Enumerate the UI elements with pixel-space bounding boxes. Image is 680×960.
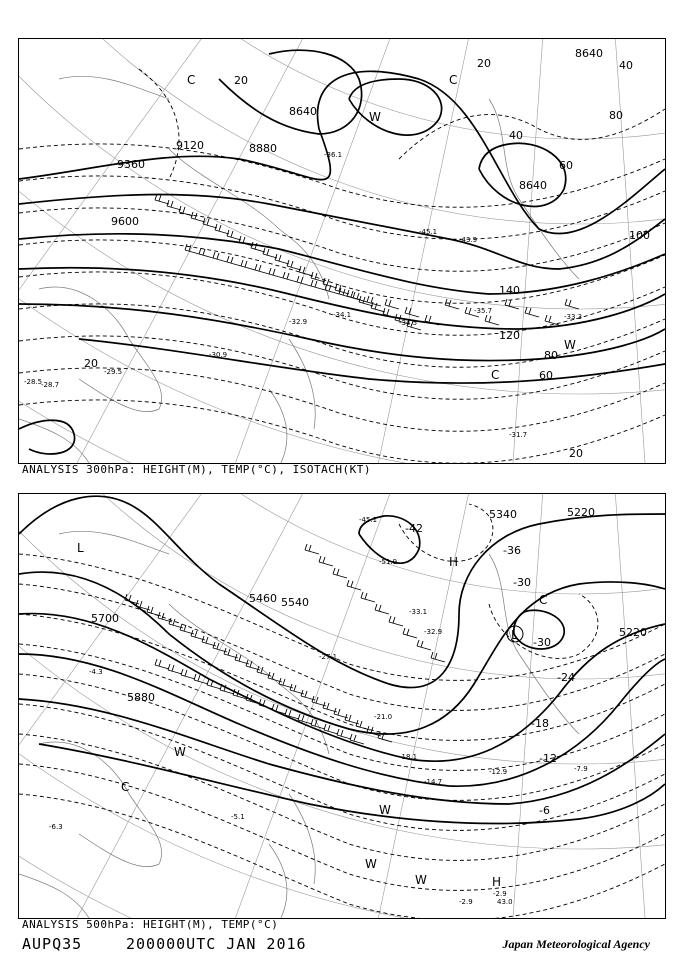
caption-300hpa: ANALYSIS 300hPa: HEIGHT(M), TEMP(°C), ISOTACH(KT) xyxy=(22,463,372,476)
height-contour xyxy=(19,614,665,762)
height-contours xyxy=(19,50,665,454)
wind-barb xyxy=(275,254,289,264)
temperature-label: -28.7 xyxy=(41,381,60,389)
temperature-label: -4.3 xyxy=(89,668,103,676)
meridian-line xyxy=(614,494,665,918)
latitude-line xyxy=(19,494,665,764)
isotherm-label: -30 xyxy=(513,576,531,589)
wind-barb xyxy=(361,592,375,602)
height-label: 5460 xyxy=(249,592,277,605)
graticule xyxy=(19,494,665,918)
isotherm-label: -30 xyxy=(533,636,551,649)
wind-barb xyxy=(389,616,403,626)
coastline-segment xyxy=(19,874,89,918)
wind-barb xyxy=(251,242,265,252)
wind-barb xyxy=(155,659,169,669)
coastline-segment xyxy=(19,419,89,463)
graticule xyxy=(19,39,665,463)
wind-barbs xyxy=(155,194,579,330)
wind-barb xyxy=(269,268,283,278)
isotach-label: 40 xyxy=(509,129,523,142)
latitude-line xyxy=(19,39,665,463)
temperature-label: -30.9 xyxy=(209,351,228,359)
meridian-line xyxy=(19,494,344,918)
wind-barb xyxy=(359,296,373,306)
height-contour xyxy=(19,234,665,294)
coastline-segment xyxy=(59,531,169,554)
temperature-label: -29.5 xyxy=(104,368,123,376)
temperature-label: -35.7 xyxy=(474,307,493,315)
wind-barb xyxy=(505,299,519,309)
temperature-label: -51.9 xyxy=(379,558,398,566)
pressure-center-w: W xyxy=(415,873,427,887)
wind-barb xyxy=(565,299,579,309)
wind-barb xyxy=(167,200,181,210)
isotach-label: 20 xyxy=(569,447,583,460)
wind-barb xyxy=(241,260,255,270)
latitude-line xyxy=(19,39,665,463)
latitude-line xyxy=(19,39,665,463)
pressure-center-l: L xyxy=(77,541,84,555)
map-panel-500hpa xyxy=(18,493,666,919)
temperature-label: -21.0 xyxy=(374,713,393,721)
temperature-label: -28.5 xyxy=(24,378,43,386)
isotherm-label: -42 xyxy=(405,522,423,535)
latitude-line xyxy=(19,39,665,139)
isotherm-label: -24 xyxy=(557,671,575,684)
isotach-label: 60 xyxy=(539,369,553,382)
coastline-segment xyxy=(289,339,315,429)
wind-barb xyxy=(179,206,193,216)
pressure-center-w: W xyxy=(379,803,391,817)
meridian-line xyxy=(614,39,665,463)
coastline-segment xyxy=(169,604,329,754)
height-label: 8640 xyxy=(289,105,317,118)
meridian-line xyxy=(19,494,285,918)
meridian-line xyxy=(134,39,408,463)
wind-barb xyxy=(263,248,277,258)
height-label: 5340 xyxy=(489,508,517,521)
isotach-label: 140 xyxy=(499,284,520,297)
meridian-line xyxy=(309,39,478,463)
wind-barb xyxy=(255,264,269,274)
pressure-center-c: C xyxy=(121,780,130,794)
temperature-label: -2.9 xyxy=(493,890,507,898)
valid-time: 200000UTC JAN 2016 xyxy=(126,935,307,953)
latitude-line xyxy=(19,494,665,918)
contour-labels xyxy=(49,506,647,906)
isotherm-label: -36 xyxy=(503,544,521,557)
coastline xyxy=(19,531,579,918)
pressure-center-w: W xyxy=(369,110,381,124)
height-contour xyxy=(19,195,665,269)
wind-barb xyxy=(417,640,431,650)
isotach-label: 20 xyxy=(234,74,248,87)
isotach-label: 20 xyxy=(84,357,98,370)
wind-barb xyxy=(485,315,499,325)
height-contour xyxy=(219,50,362,134)
wind-barb xyxy=(405,307,419,317)
pressure-center-w: W xyxy=(174,745,186,759)
temperature-label: -34.1 xyxy=(333,311,352,319)
wind-barb xyxy=(333,568,347,578)
chart-code: AUPQ35 xyxy=(22,935,83,953)
isotach-label: 120 xyxy=(499,329,520,342)
wind-barb xyxy=(305,544,319,554)
isotach-label: 40 xyxy=(619,59,633,72)
agency-name: Japan Meteorological Agency xyxy=(502,937,650,951)
isotherm-label: -12 xyxy=(539,752,557,765)
wind-barb xyxy=(168,664,182,674)
meridian-line xyxy=(134,494,408,918)
height-label: 9600 xyxy=(111,215,139,228)
temperature-label: -32.9 xyxy=(424,628,443,636)
height-label: 8640 xyxy=(575,47,603,60)
wind-barb xyxy=(525,307,539,317)
wind-barbs xyxy=(125,544,445,744)
isotherm-line xyxy=(19,584,665,710)
height-label: 9360 xyxy=(117,158,145,171)
meridian-line xyxy=(488,39,544,463)
map-panel-300hpa xyxy=(18,38,666,464)
isotherms xyxy=(19,504,665,918)
temperature-label: -14.7 xyxy=(424,778,443,786)
wind-barb xyxy=(385,299,399,309)
height-label: 8640 xyxy=(519,179,547,192)
contour-labels xyxy=(24,47,650,460)
isotherm-line xyxy=(19,272,665,335)
pressure-center-w: W xyxy=(365,857,377,871)
pressure-center-c: C xyxy=(491,368,500,382)
temperature-label: -33.1 xyxy=(409,608,428,616)
wind-barb xyxy=(199,248,213,258)
wind-barb xyxy=(227,230,241,240)
temperature-label: -27.1 xyxy=(319,653,338,661)
high-center-temp: -2.9 xyxy=(459,898,473,906)
wind-barb xyxy=(213,252,227,262)
wind-barb xyxy=(185,244,199,254)
height-label: 5880 xyxy=(127,691,155,704)
wind-barb xyxy=(335,284,349,294)
temperature-label: -32.9 xyxy=(289,318,308,326)
wind-barb xyxy=(215,224,229,234)
pressure-center-h: H xyxy=(449,555,459,569)
caption-500hpa: ANALYSIS 500hPa: HEIGHT(M), TEMP(°C) xyxy=(22,918,279,931)
pressure-center-c: C xyxy=(539,593,548,607)
isotherm-line xyxy=(19,734,665,860)
height-contour xyxy=(39,744,665,824)
wind-barb xyxy=(283,272,297,282)
pressure-center-c: C xyxy=(187,73,196,87)
height-contour xyxy=(19,420,75,454)
meridian-line xyxy=(19,39,344,463)
temperature-label: -36.1 xyxy=(324,151,343,159)
height-label: 5540 xyxy=(281,596,309,609)
pressure-center-c: C xyxy=(449,73,458,87)
height-label: 5700 xyxy=(91,612,119,625)
wind-barb xyxy=(227,256,241,266)
height-label: 9120 xyxy=(176,139,204,152)
pressure-center-w: W xyxy=(564,338,576,352)
isotherm-line xyxy=(19,176,665,239)
height-contours xyxy=(19,496,665,823)
isotach-label: 60 xyxy=(559,159,573,172)
pressure-center-l: L xyxy=(511,628,518,642)
latitude-line xyxy=(19,494,665,918)
temperature-label: -31.7 xyxy=(509,431,528,439)
isotherm-line xyxy=(19,704,665,830)
wind-barb xyxy=(403,628,417,638)
temperature-label: -43.9 xyxy=(459,236,478,244)
height-label: 5220 xyxy=(567,506,595,519)
height-contour xyxy=(349,79,442,135)
temperature-label: -12.9 xyxy=(489,768,508,776)
high-center-value: 43.0 xyxy=(497,898,513,906)
isotach-label: 20 xyxy=(477,57,491,70)
wind-barb xyxy=(445,299,459,309)
wind-barb xyxy=(347,580,361,590)
temperature-label: -6.3 xyxy=(49,823,63,831)
temperature-label: -45.1 xyxy=(359,516,378,524)
isotherm-label: -6 xyxy=(539,804,550,817)
height-label: 8880 xyxy=(249,142,277,155)
temperature-label: -5.1 xyxy=(231,813,245,821)
wind-barb xyxy=(297,276,311,286)
map-300hpa-svg xyxy=(19,39,665,463)
isotherm-line xyxy=(399,109,665,159)
isotherm-line xyxy=(19,674,665,800)
temperature-label: -34.5 xyxy=(399,319,418,327)
coastline-segment xyxy=(269,844,287,918)
wind-barb xyxy=(375,604,389,614)
height-contour xyxy=(19,572,665,734)
isotherm-label: -18 xyxy=(531,717,549,730)
isotach-label: 100 xyxy=(629,229,650,242)
isotach-label: 80 xyxy=(544,349,558,362)
map-500hpa-svg xyxy=(19,494,665,918)
temperature-label: -18.1 xyxy=(399,753,418,761)
height-contour xyxy=(79,339,665,383)
coastline-segment xyxy=(289,794,315,884)
wind-barb xyxy=(319,556,333,566)
isotherm-line xyxy=(19,794,665,918)
height-label: 5220 xyxy=(619,626,647,639)
coastline-segment xyxy=(59,76,169,99)
temperature-label: -7.9 xyxy=(574,765,588,773)
isotherm-line xyxy=(19,240,665,303)
latitude-line xyxy=(19,494,665,918)
wind-barb xyxy=(155,194,169,204)
isotach-label: 80 xyxy=(609,109,623,122)
wind-barb xyxy=(203,218,217,228)
pressure-center-h: H xyxy=(492,875,502,889)
temperature-label: -33.3 xyxy=(564,313,583,321)
temperature-label: -45.1 xyxy=(419,228,438,236)
